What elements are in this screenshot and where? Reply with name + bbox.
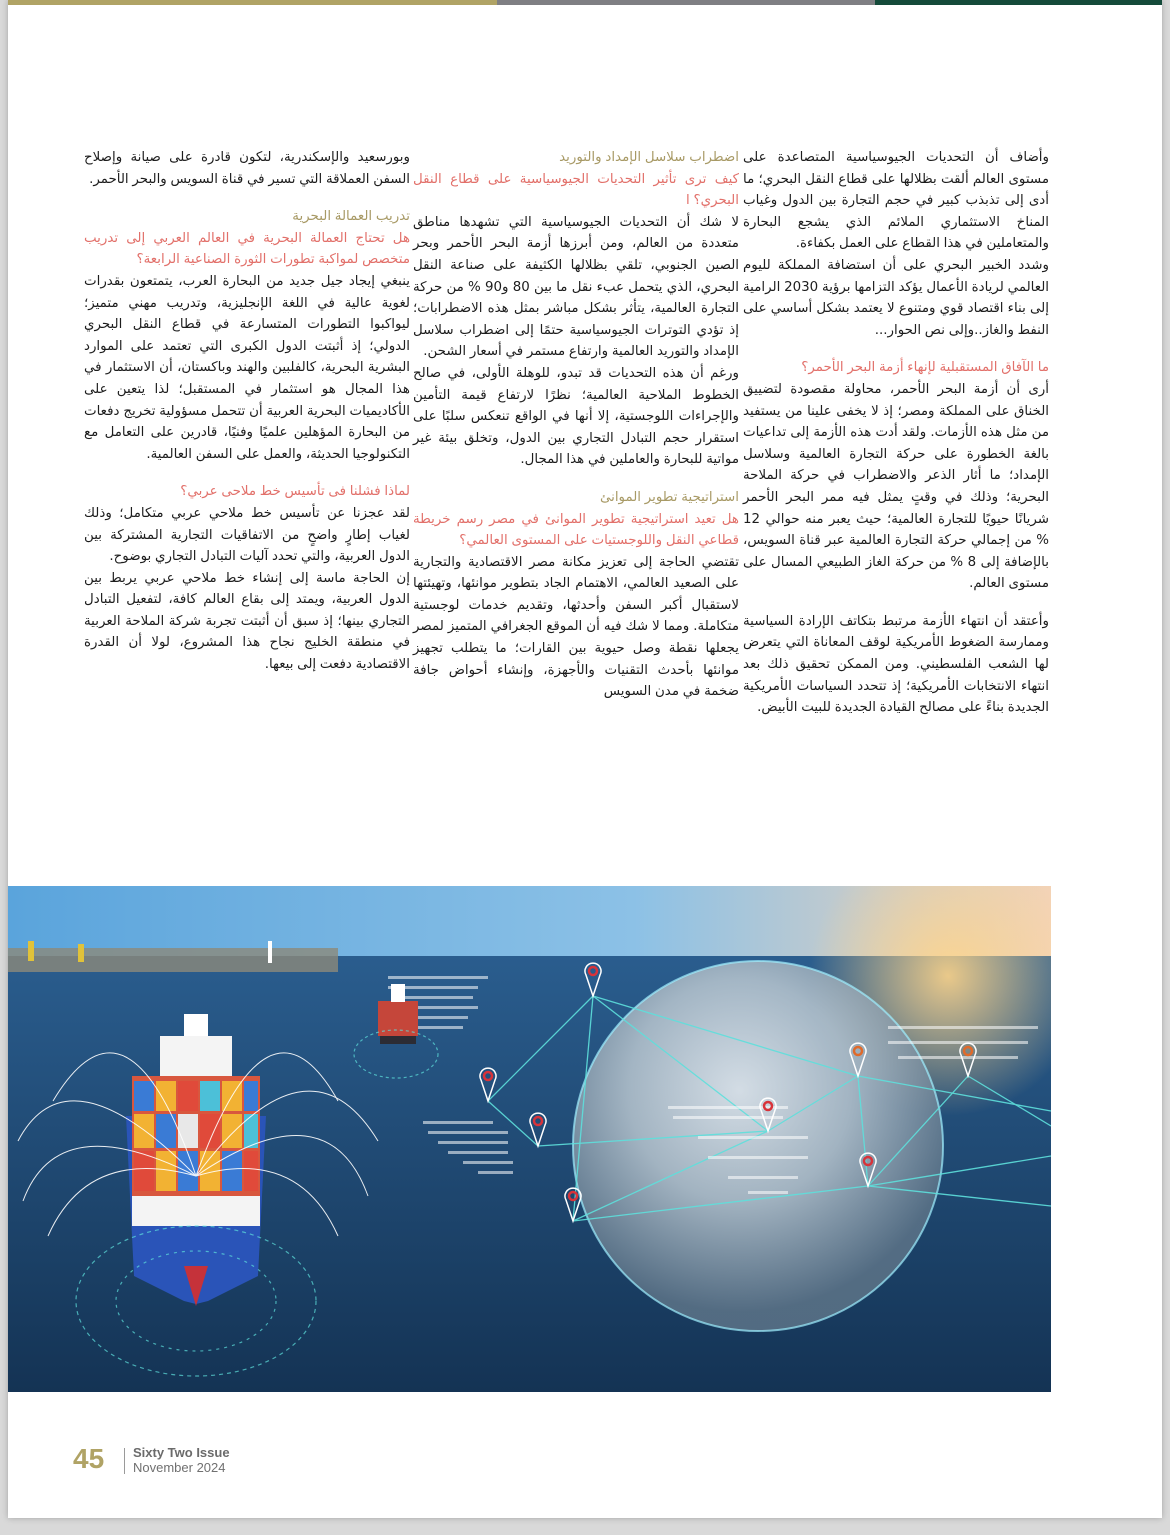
section-heading: تدريب العمالة البحرية	[292, 209, 410, 225]
interview-question: كيف ترى تأثير التحديات الجيوسياسية على قطاع النقل البحري؟ ا	[413, 171, 739, 209]
body-paragraph: لا شك أن التحديات الجيوسياسية التي تشهدها مناطق متعددة من العالم، ومن أبرزها أزمة البحر الأحمر وبحر الصين الجنوبي، تلقي بظلالها الكثيفة على صناعة النقل البحري، الذي يتحمل عبء نقل ما بين 80 و90 % من حركة التجارة العالمية، يتأثر بشكل مباشر بمثل هذه الاضطرابات؛ إذ تؤدي التوترات الجيوسياسية حتمًا إلى اضطراب سلاسل الإمداد والتوريد العالمية وارتفاع مستمر في أسعار الشحن.	[413, 214, 739, 360]
body-paragraph: تقتضي الحاجة إلى تعزيز مكانة مصر الاقتصادية والتجارية على الصعيد العالمي، الاهتمام الجاد بتطوير موانئها، وتهيئتها لاستقبال أكبر السفن وأحدثها، وتقديم خدمات لوجستية متكاملة. ومما لا شك فيه أن الموقع الجغرافي المتميز لمصر يجعلها نقطة وصل حيوية بين القارات؛ ما يتطلب تجهيز موانئها بأحدث التقنيات والأجهزة، وإنشاء أحواض جافة ضخمة في مدن السويس	[413, 554, 739, 700]
header-bar-gold	[8, 0, 497, 5]
header-bar-grey	[497, 0, 875, 5]
section-heading: اضطراب سلاسل الإمداد والتوريد	[559, 150, 739, 165]
body-paragraph: ورغم أن هذه التحديات قد تبدو، للوهلة الأولى، في صالح الخطوط الملاحية العالمية؛ نظرًا لارتفاع قيمة التأمين والإجراءات اللوجستية، إلا أنها في الواقع تنعكس سلبًا على استقرار حجم التبادل التجاري بين الدول، وتخلق بيئة غير مواتية للبحارة والعاملين في هذا المجال.	[413, 365, 739, 468]
port-skyline	[8, 948, 338, 972]
body-paragraph: وشدد الخبير البحري على أن استضافة المملكة لليوم العالمي لريادة الأعمال يؤكد التزامها برؤية 2030 الرامية إلى بناء اقتصاد قوي ومتنوع لا يعتمد بشكل أساسي على النفط والغاز..وإلى نص الحوار...	[743, 257, 1049, 338]
page-number: 45	[73, 1443, 105, 1474]
interview-question: هل تعيد استراتيجية تطوير الموانئ في مصر رسم خريطة قطاعي النقل واللوجستيات على المستوى العالمي؟	[413, 511, 739, 549]
body-paragraph: وبورسعيد والإسكندرية، لتكون قادرة على صيانة وإصلاح السفن العملاقة التي تسير في قناة السويس والبحر الأحمر.	[84, 150, 410, 187]
hero-illustration	[8, 886, 1051, 1392]
port-crane	[78, 944, 84, 962]
section-heading: استراتيجية تطوير الموانئ	[599, 489, 739, 505]
interview-question: هل تحتاج العمالة البحرية في العالم العربي إلى تدريب متخصص لمواكبة تطورات الثورة الصناعية الرابعة؟	[84, 230, 410, 268]
body-paragraph: وأعتقد أن انتهاء الأزمة مرتبط بتكاتف الإرادة السياسية وممارسة الضغوط الأمريكية لوقف المعاناة التي يتعرض لها الشعب الفلسطيني. ومن الممكن تحقيق ذلك بعد انتهاء الانتخابات الأمريكية؛ إذ تتحدد السياسات الأمريكية الجديدة بناءً على مصالح القيادة الجديدة للبيت الأبيض.	[743, 613, 1049, 716]
interview-question: لماذا فشلنا فى تأسيس خط ملاحى عربي؟	[180, 484, 410, 500]
header-bar-green	[875, 0, 1162, 5]
body-paragraph: وأضاف أن التحديات الجيوسياسية المتصاعدة على مستوى العالم ألقت بظلالها على قطاع النقل البحري؛ ما أدى إلى تذبذب كبير في حجم التجارة بين الدول وغياب المناخ الاستثماري الملائم الذي يشجع البحارة والمتعاملين في هذا القطاع على العمل بكفاءة.	[743, 150, 1049, 252]
issue-info	[133, 1445, 230, 1475]
port-crane	[268, 941, 272, 963]
interview-question: ما الآفاق المستقبلية لإنهاء أزمة البحر الأحمر؟	[801, 360, 1049, 376]
paragraph-spacer	[743, 595, 1049, 611]
paragraph-spacer	[84, 190, 410, 206]
paragraph-spacer	[84, 465, 410, 481]
body-paragraph: أرى أن أزمة البحر الأحمر، محاولة مقصودة لتضييق الخناق على المملكة ومصر؛ إذ لا يخفى علينا من يستفيد من مثل هذه الأزمات. ولقد أدت هذه الأزمة إلى تداعيات بالغة الخطورة على حركة التجارة العالمية وسلاسل الإمداد؛ ما أثار الذعر والاضطراب في حركة الملاحة البحرية؛ وذلك في وقتٍ يمثل فيه ممر البحر الأحمر شريانًا حيويًا للتجارة العالمية؛ حيث يعبر منه حوالي 12 % من إجمالي حركة التجارة العالمية عبر قناة السويس، بالإضافة إلى 8 % من حركة الغاز الطبيعي المسال على مستوى العالم.	[743, 381, 1049, 592]
article-column-left	[84, 147, 410, 676]
body-paragraph: ينبغي إيجاد جيل جديد من البحارة العرب، يتمتعون بقدرات لغوية عالية في اللغة الإنجليزية، وتدريب مهني متميز؛ ليواكبوا التطورات المتسارعة في قطاع النقل البحري الدولي؛ إذ أثبتت الدول الكبرى التي تعتمد على الموارد البشرية البحرية، كالفلبين والهند وباكستان، أن الاستثمار في هذا المجال هو استثمار في المستقبل؛ لذا يتعين على الأكاديميات البحرية العربية أن تتحمل مسؤولية تخريج دفعات من البحارة المؤهلين علميًا وفنيًا، قادرين على التعامل مع التكنولوجيا الحديثة، والعمل على السفن العالمية.	[84, 273, 410, 462]
footer-divider	[124, 1448, 125, 1474]
issue-title: Sixty Two Issue	[133, 1445, 230, 1460]
body-paragraph: لقد عجزنا عن تأسيس خط ملاحي عربي متكامل؛ وذلك لغياب إطارٍ واضحٍ من الاتفاقيات التجارية المشتركة بين الدول العربية، والتي تحدد آليات التبادل التجاري بوضوح.	[84, 505, 410, 565]
port-crane	[28, 941, 34, 961]
article-column-middle	[413, 147, 739, 703]
article-column-right	[743, 147, 1049, 719]
globe	[573, 961, 943, 1331]
issue-date: November 2024	[133, 1460, 226, 1475]
hero-image-ship-network	[8, 886, 1051, 1392]
paragraph-spacer	[743, 341, 1049, 357]
paragraph-spacer	[413, 471, 739, 487]
body-paragraph: إن الحاجة ماسة إلى إنشاء خط ملاحي عربي يربط بين الدول العربية، ويمتد إلى بقاع العالم كافة، لتفعيل التبادل التجاري بينها؛ إذ سبق أن أثبتت تجربة شركة الملاحة العربية في منطقة الخليج نجاح هذا المشروع، لولا أن القدرة الاقتصادية دفعت إلى بيعها.	[84, 570, 410, 673]
magazine-page	[8, 0, 1162, 1518]
